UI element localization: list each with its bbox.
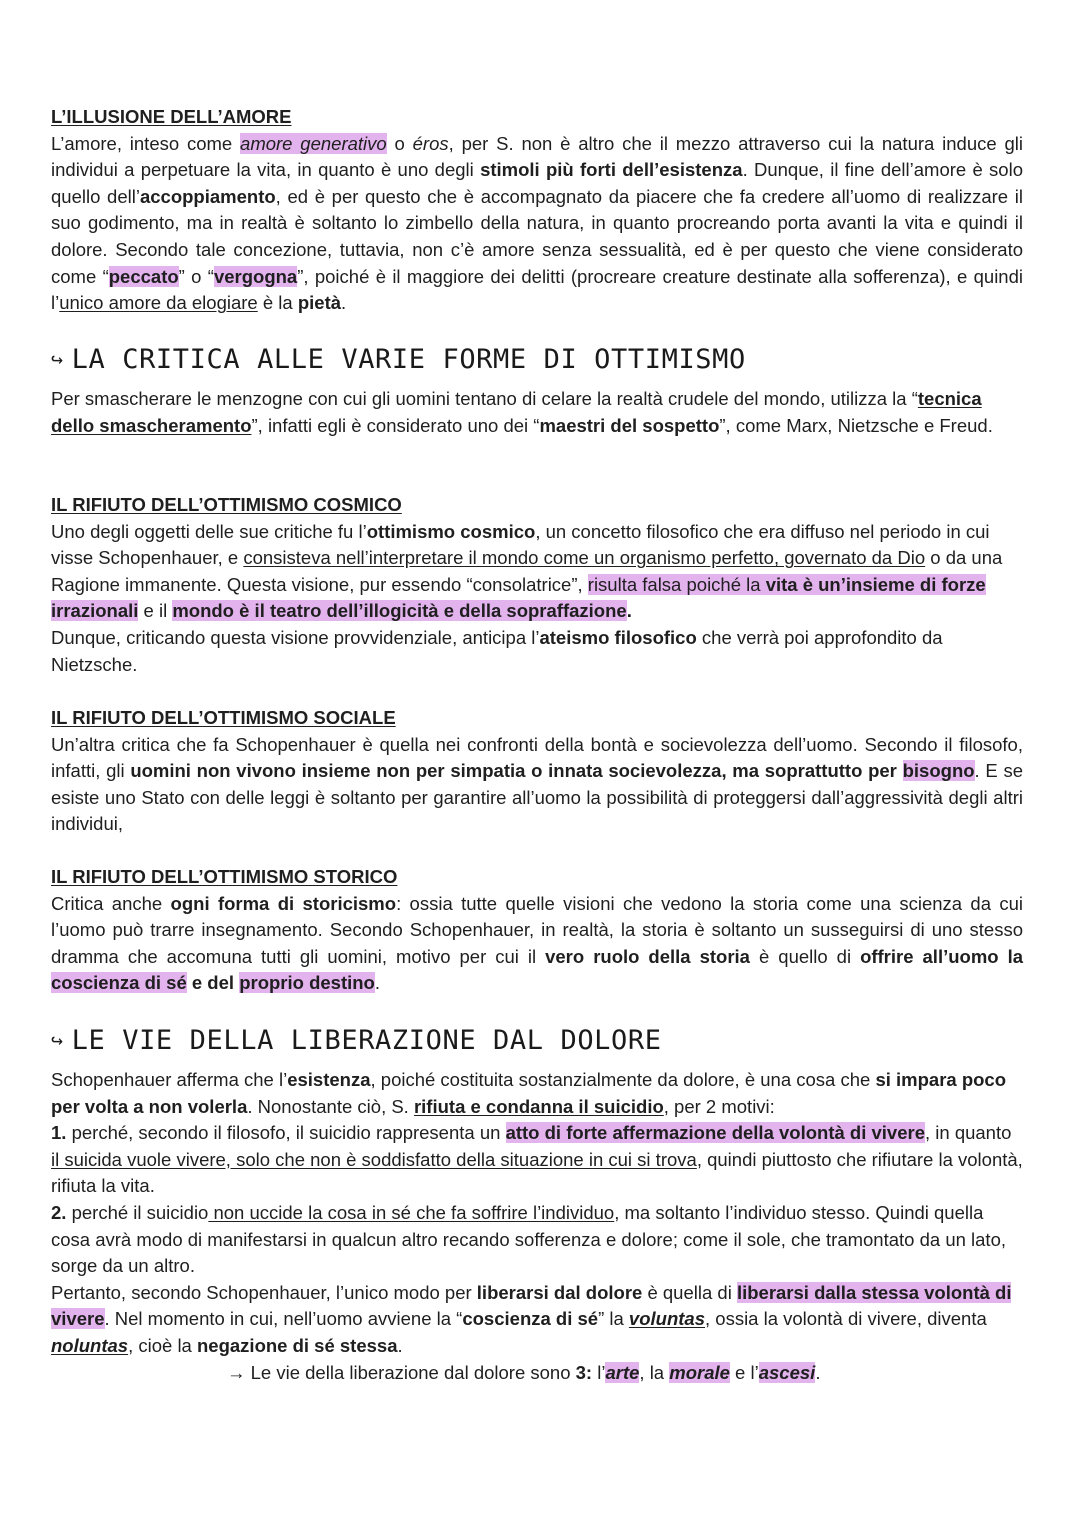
text: , per 2 motivi:	[663, 1095, 775, 1117]
bold-text: offrire all’uomo la	[860, 945, 1024, 967]
text: è quella di	[642, 1281, 737, 1303]
text: . Nonostante ciò, S.	[247, 1095, 414, 1117]
text: , la	[639, 1361, 670, 1383]
paragraph	[51, 732, 1023, 838]
bold-text: stimoli più forti dell’esistenza	[480, 159, 743, 181]
underlined-text: consisteva nell’interpretare il mondo come un organismo perfetto, governato da Dio	[243, 547, 926, 569]
text: .	[374, 972, 380, 994]
paragraph	[51, 1280, 1023, 1360]
text: Per smascherare le menzogne con cui gli uomini tentano di celare la realtà crudele del mondo, utilizza la “	[51, 388, 918, 409]
section-liberazione-dolore	[51, 1067, 1023, 1386]
bold-italic-underlined-text: noluntas	[51, 1334, 129, 1356]
bold-text: coscienza di sé	[462, 1308, 599, 1330]
text: è la	[257, 292, 298, 314]
text: perché il suicidio	[66, 1201, 209, 1223]
text: ” o “	[178, 265, 214, 287]
highlight-bold: coscienza di sé	[51, 972, 187, 994]
text: perché, secondo il filosofo, il suicidio rappresenta un	[66, 1122, 506, 1144]
text: .	[815, 1361, 821, 1383]
bold-text: uomini non vivono insieme non per simpatia o innata socievolezza, ma soprattutto per	[130, 760, 903, 782]
text: ”, infatti egli è considerato uno dei “	[251, 414, 540, 436]
text: e l’	[729, 1361, 759, 1383]
bold-text: ottimismo cosmico	[366, 520, 536, 542]
highlight: peccato	[108, 265, 179, 287]
section-title: IL RIFIUTO DELL’OTTIMISMO SOCIALE	[51, 707, 396, 728]
text: .	[397, 1334, 403, 1356]
text: , in quanto	[925, 1122, 1012, 1144]
section-title: IL RIFIUTO DELL’OTTIMISMO COSMICO	[51, 494, 402, 515]
text: : ossia tutte quelle visioni che vedono la storia come una scienza da cui l’uomo può trarre insegnamento. Secondo Schopenhauer, in realtà, la storia è soltanto un susseguirsi di uno stesso dramma che accomuna tutti gli uomini, motivo per cui il	[51, 892, 1024, 967]
bold-text: ogni forma di storicismo	[170, 892, 397, 914]
bold-text: accoppiamento	[139, 185, 276, 207]
text: che verrà poi approfondito da Nietzsche.	[51, 626, 943, 675]
text: , ossia la volontà di vivere, diventa	[705, 1308, 987, 1330]
highlight: risulta falsa poiché la	[587, 573, 766, 595]
text: l’	[592, 1361, 606, 1383]
heading-vie-liberazione	[51, 1025, 1031, 1056]
bold-text: si impara poco per volta a non volerla	[51, 1069, 1007, 1117]
section-smascheramento	[51, 386, 1023, 439]
text: è quello di	[749, 945, 861, 967]
underlined-text: unico amore da elogiare	[59, 292, 258, 314]
text: → Le vie della liberazione dal dolore sono	[227, 1361, 576, 1383]
heading-text: LE VIE DELLA LIBERAZIONE DAL DOLORE	[71, 1025, 662, 1056]
text: . Dunque, il fine dell’amore è solo quello dell’	[51, 159, 1023, 207]
text: . E se esiste uno Stato con delle leggi è soltanto per garantire all’uomo la possibilità di proteggersi dall’aggressività degli altri individui,	[51, 760, 1023, 835]
text: Dunque, criticando questa visione provvidenziale, anticipa l’	[51, 626, 540, 648]
text: , ma soltanto l’individuo stesso. Quindi quella cosa avrà modo di manifestarsi in qualcun altro recando sofferenza e dolore; come il sole, che tramontato da un lato, sorge da un altro.	[51, 1201, 1006, 1277]
text: e il	[138, 600, 173, 622]
section-ottimismo-sociale	[51, 705, 1023, 838]
text: , cioè la	[128, 1334, 197, 1356]
underlined-text: non uccide la cosa in sé che fa soffrire l’individuo	[208, 1201, 615, 1223]
text: . Nel momento in cui, nell’uomo avviene la “	[104, 1308, 463, 1330]
text: , per S. non è altro che il mezzo attraverso cui la natura induce gli individui a perpetuare la vita, in quanto è uno degli	[51, 132, 1023, 181]
text: , un concetto filosofico che era diffuso nel periodo in cui visse Schopenhauer, e	[51, 520, 990, 569]
highlight: amore generativo	[240, 132, 387, 154]
highlight-bold: atto di forte affermazione della volontà di vivere	[505, 1122, 925, 1144]
section-title: IL RIFIUTO DELL’OTTIMISMO STORICO	[51, 866, 398, 887]
section-ottimismo-cosmico	[51, 492, 1023, 678]
list-item	[51, 1120, 1023, 1200]
paragraph	[51, 891, 1023, 997]
text: , ed è per questo che è accompagnato da piacere che fa credere all’uomo di realizzare il suo godimento, ma in realtà è soltanto lo zimbello della natura, in quanto procreando porta avanti la vita e quindi il dolore. Secondo tale concezione, tuttavia, non c’è amore senza sessualità, ed è per questo che viene considerato come “	[51, 185, 1023, 287]
highlight-bold-italic: ascesi	[758, 1361, 816, 1383]
text: Schopenhauer afferma che l’	[51, 1069, 288, 1090]
section-title: L’ILLUSIONE DELL’AMORE	[51, 106, 292, 127]
heading-text: LA CRITICA ALLE VARIE FORME DI OTTIMISMO	[71, 344, 746, 375]
bold-text: 3:	[575, 1361, 593, 1383]
highlight-bold: liberarsi dalla stessa volontà di vivere	[51, 1281, 1012, 1330]
bold-underlined-text: rifiuta e condanna il suicidio	[413, 1095, 664, 1117]
text: ” la	[598, 1308, 629, 1330]
text: Pertanto, secondo Schopenhauer, l’unico modo per	[51, 1281, 477, 1303]
bold-text: e del	[186, 972, 240, 994]
paragraph	[51, 1067, 1023, 1120]
list-item	[51, 1200, 1023, 1280]
bold-text: negazione di sé stessa	[197, 1334, 398, 1356]
bold-underlined-text: tecnica dello smascheramento	[51, 388, 982, 436]
paragraph	[51, 519, 1023, 625]
hook-arrow-icon: ↪	[51, 1028, 64, 1052]
text: , poiché costituita sostanzialmente da dolore, è una cosa che	[370, 1069, 876, 1090]
highlight-bold-italic: arte	[605, 1361, 640, 1383]
bold-text: pietà	[297, 292, 342, 314]
text: .	[626, 600, 632, 622]
text: .	[341, 292, 347, 314]
text: o da una Ragione immanente. Questa visione, pur essendo “consolatrice”,	[51, 547, 1003, 595]
section-illusione-amore	[51, 104, 1023, 317]
text: ”, come Marx, Nietzsche e Freud.	[719, 414, 993, 436]
heading-critica-ottimismo	[51, 344, 1031, 375]
text: ”, poiché è il maggiore dei delitti (procreare creature destinate alla sofferenza), e quindi l’	[51, 265, 1023, 314]
bold-text: liberarsi dal dolore	[476, 1281, 643, 1303]
text: , quindi piuttosto che rifiutare la volontà, rifiuta la vita.	[51, 1148, 1023, 1197]
highlight-bold: proprio destino	[239, 972, 375, 994]
paragraph	[51, 625, 1023, 678]
highlight-bold-italic: morale	[669, 1361, 730, 1383]
bold-text: ateismo filosofico	[539, 626, 697, 648]
highlight-bold: mondo è il teatro dell’illogicità e della sopraffazione	[172, 600, 627, 622]
section-ottimismo-storico	[51, 864, 1023, 997]
highlight-bold: vita è un’insieme di forze irrazionali	[51, 573, 986, 622]
list-number: 2.	[51, 1201, 67, 1223]
underlined-text: il suicida vuole vivere, solo che non è soddisfatto della situazione in cui si trova	[51, 1148, 697, 1170]
text: L’amore, inteso come	[51, 132, 241, 154]
list-number: 1.	[51, 1122, 67, 1144]
text: Critica anche	[51, 892, 171, 914]
text: o	[386, 132, 413, 154]
text: Uno degli oggetti delle sue critiche fu l’	[51, 520, 367, 542]
paragraph	[51, 131, 1023, 317]
bold-text: maestri del sospetto	[539, 414, 720, 436]
italic-text: éros	[412, 132, 449, 154]
text: Un’altra critica che fa Schopenhauer è quella nei confronti della bontà e socievolezza dell’uomo. Secondo il filosofo, infatti, gli	[51, 733, 1023, 782]
hook-arrow-icon: ↪	[51, 347, 64, 371]
bold-text: vero ruolo della storia	[545, 945, 750, 967]
conclusion-line	[51, 1360, 1023, 1387]
highlight-bold: bisogno	[902, 760, 975, 782]
bold-text: esistenza	[287, 1069, 371, 1090]
bold-italic-underlined-text: voluntas	[628, 1308, 705, 1330]
highlight: vergogna	[213, 265, 298, 287]
